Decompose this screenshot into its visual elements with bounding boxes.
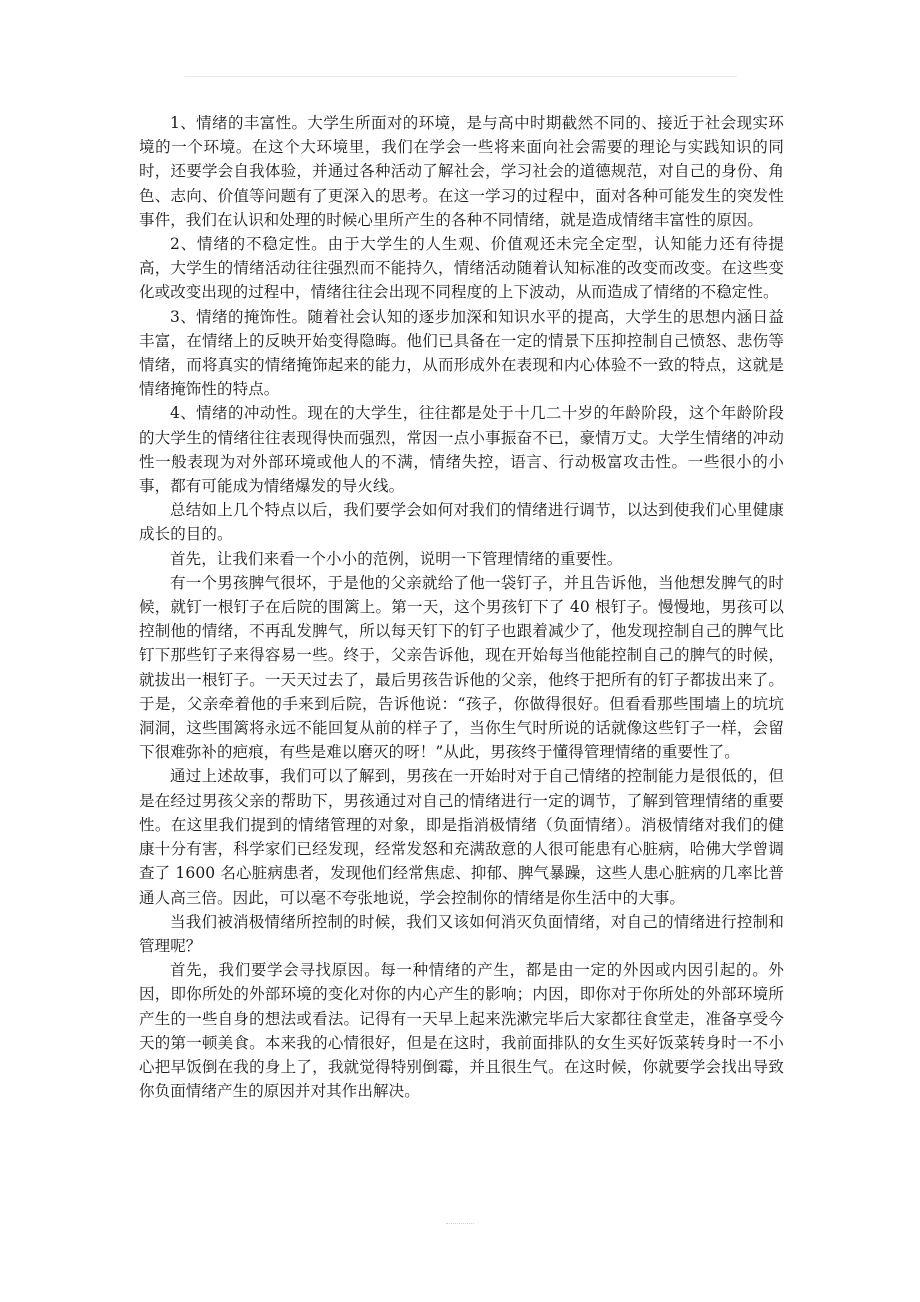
document-body bbox=[139, 111, 784, 1103]
paragraph-story-lesson: 通过上述故事，我们可以了解到，男孩在一开始时对于自己情绪的控制能力是很低的，但是在经过男孩父亲的帮助下，男孩通过对自己的情绪进行一定的调节，了解到管理情绪的重要性。在这里我们提到的情绪管理的对象，即是指消极情绪（负面情绪）。消极情绪对我们的健康十分有害，科学家们已经发现，经常发怒和充满敌意的人很可能患有心脏病，哈佛大学曾调查了 1600 名心脏病患者，发现他们经常焦虑、抑郁、脾气暴躁，这些人患心脏病的几率比普通人高三倍。因此，可以毫不夸张地说，学会控制你的情绪是你生活中的大事。 bbox=[139, 767, 784, 907]
paragraph-example-intro: 首先，让我们来看一个小小的范例，说明一下管理情绪的重要性。 bbox=[170, 549, 623, 568]
paragraph-emotion-concealment: 3、情绪的掩饰性。随着社会认知的逐步加深和知识水平的提高，大学生的思想内涵日益丰富，在情绪上的反映开始变得隐晦。他们已具备在一定的情景下压抑控制自己愤怒、悲伤等情绪，而将真实的情绪掩饰起来的能力，从而形成外在表现和内心体验不一致的特点，这就是情绪掩饰性的特点。 bbox=[139, 307, 784, 399]
paragraph-emotion-richness: 1、情绪的丰富性。大学生所面对的环境，是与高中时期截然不同的、接近于社会现实环境的一个环境。在这个大环境里，我们在学会一些将来面向社会需要的理论与实践知识的同时，还要学会自我体验，并通过各种活动了解社会，学习社会的道德规范，对自己的身份、角色、志向、价值等问题有了更深入的思考。在这一学习的过程中，面对各种可能发生的突发性事件，我们在认识和处理的时候心里所产生的各种不同情绪，就是造成情绪丰富性的原因。 bbox=[139, 114, 784, 229]
header-rule bbox=[185, 76, 737, 77]
paragraph-question: 当我们被消极情绪所控制的时候，我们又该如何消灭负面情绪，对自己的情绪进行控制和管理呢？ bbox=[139, 912, 784, 955]
paragraph-find-cause: 首先，我们要学会寻找原因。每一种情绪的产生，都是由一定的外因或内因引起的。外因，即你所处的外部环境的变化对你的内心产生的影响；内因，即你对于你所处的外部环境所产生的一些自身的想法或看法。记得有一天早上起来洗漱完毕后大家都往食堂走，准备享受今天的第一顿美食。本来我的心情很好，但是在这时，我前面排队的女生买好饭菜转身时一不小心把早饭倒在我的身上了，我就觉得特别倒霉，并且很生气。在这时候，你就要学会找出导致你负面情绪产生的原因并对其作出解决。 bbox=[139, 961, 784, 1101]
footer-mark bbox=[446, 1223, 474, 1224]
paragraph-summary: 总结如上几个特点以后，我们要学会如何对我们的情绪进行调节，以达到使我们心里健康成长的目的。 bbox=[139, 501, 784, 544]
paragraph-emotion-impulsiveness: 4、情绪的冲动性。现在的大学生，往往都是处于十几二十岁的年龄阶段，这个年龄阶段的大学生的情绪往往表现得快而强烈，常因一点小事振奋不已，豪情万丈。大学生情绪的冲动性一般表现为对外部环境或他人的不满，情绪失控，语言、行动极富攻击性。一些很小的小事，都有可能成为情绪爆发的导火线。 bbox=[139, 404, 784, 496]
paragraph-emotion-instability: 2、情绪的不稳定性。由于大学生的人生观、价值观还未完全定型，认知能力还有待提高，大学生的情绪活动往往强烈而不能持久，情绪活动随着认知标准的改变而改变。在这些变化或改变出现的过程中，情绪往往会出现不同程度的上下波动，从而造成了情绪的不稳定性。 bbox=[139, 235, 784, 302]
paragraph-nail-story: 有一个男孩脾气很坏，于是他的父亲就给了他一袋钉子，并且告诉他，当他想发脾气的时候，就钉一根钉子在后院的围篱上。第一天，这个男孩钉下了 40 根钉子。慢慢地，男孩可以控制他的情绪，不再乱发脾气，所以每天钉下的钉子也跟着减少了，他发现控制自己的脾气比钉下那些钉子来得容易一些。终于，父亲告诉他，现在开始每当他能控制自己的脾气的时候，就拔出一根钉子。一天天过去了，最后男孩告诉他的父亲，他终于把所有的钉子都拔出来了。于是，父亲牵着他的手来到后院，告诉他说：“孩子，你做得很好。但看看那些围墙上的坑坑洞洞，这些围篱将永远不能回复从前的样子了，当你生气时所说的话就像这些钉子一样，会留下很难弥补的疤痕，有些是难以磨灭的呀！”从此，男孩终于懂得管理情绪的重要性了。 bbox=[139, 573, 784, 762]
